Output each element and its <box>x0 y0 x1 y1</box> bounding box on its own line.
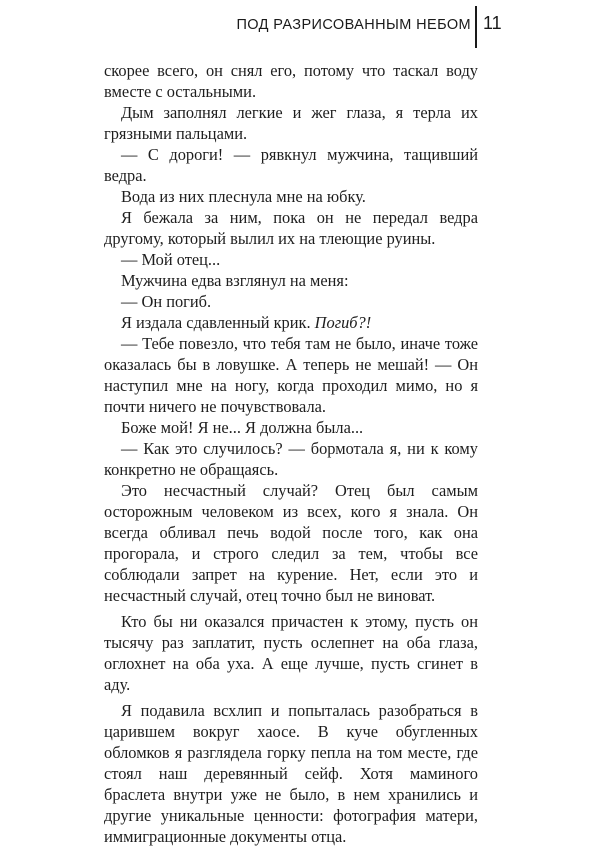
body-text <box>104 60 478 847</box>
header-divider <box>475 6 477 48</box>
emphasis-text: Погиб?! <box>314 313 372 332</box>
paragraph: — Мой отец... <box>121 250 221 269</box>
paragraph: Я бежала за ним, пока он не передал ведра другому, который вылил их на тлеющие руины. <box>104 208 478 248</box>
paragraph: — С дороги! — рявкнул мужчина, тащивший ведра. <box>104 145 478 185</box>
paragraph: — Он погиб. <box>121 292 212 311</box>
paragraph-text: Я издала сдавленный крик. <box>121 313 315 332</box>
paragraph: Дым заполнял легкие и жег глаза, я терла их грязными пальцами. <box>104 103 478 143</box>
page-number: 11 <box>483 13 502 33</box>
paragraph: скорее всего, он снял его, потому что таскал воду вместе с остальными. <box>104 61 478 101</box>
paragraph: Боже мой! Я не... Я должна была... <box>121 418 364 437</box>
paragraph: Вода из них плеснула мне на юбку. <box>121 187 366 206</box>
paragraph: Мужчина едва взглянул на меня: <box>121 271 349 290</box>
paragraph: Я подавила всхлип и попыталась разобраться в царившем вокруг хаосе. В куче обугленных обломков я разглядела горку пепла на том месте, где стоял наш деревянный сейф. Хотя маминого браслета внутри уже не было, в нем хранились и другие уникальные ценности: фотография матери, иммиграционные документы отца. <box>104 701 478 846</box>
paragraph: — Как это случилось? — бормотала я, ни к кому конкретно не обращаясь. <box>104 439 478 479</box>
paragraph: — Тебе повезло, что тебя там не было, иначе тоже оказалась бы в ловушке. А теперь не мешай! — Он наступил мне на ногу, когда проходил мимо, но я почти ничего не почувствовала. <box>104 334 478 416</box>
running-title: ПОД РАЗРИСОВАННЫМ НЕБОМ <box>236 17 471 33</box>
paragraph: Это несчастный случай? Отец был самым осторожным человеком из всех, кого я знала. Он всегда обливал печь водой после того, как она прогорала, и строго следил за тем, чтобы все соблюдали запрет на курение. Нет, если это и несчастный случай, отец точно был не виноват. <box>104 481 478 605</box>
paragraph <box>104 312 478 333</box>
paragraph: Кто бы ни оказался причастен к этому, пусть он тысячу раз заплатит, пусть ослепнет на оба глаза, оглохнет на оба уха. А еще лучше, пусть сгинет в аду. <box>104 612 478 694</box>
